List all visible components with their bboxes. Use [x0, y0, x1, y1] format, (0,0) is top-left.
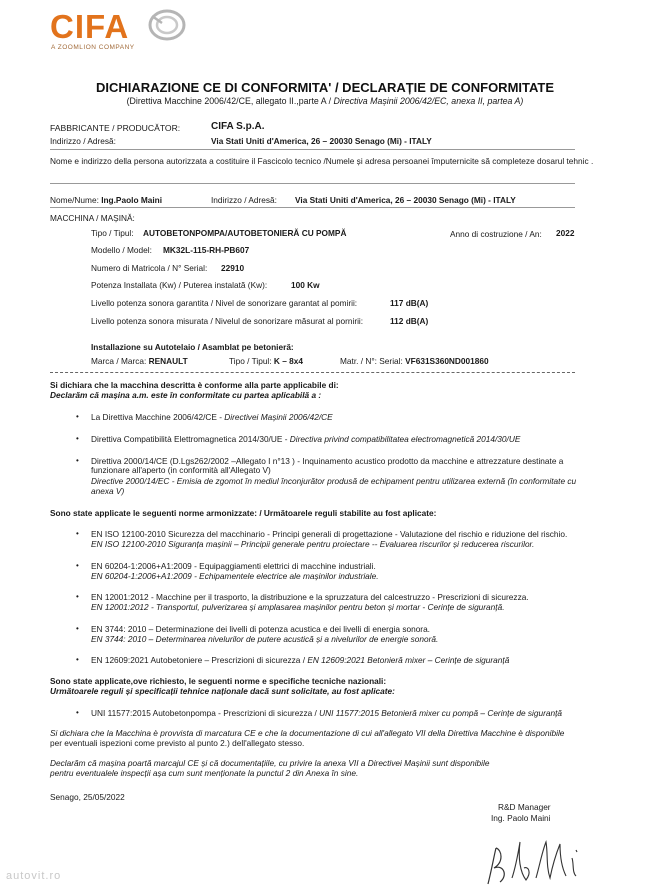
handwritten-signature — [480, 828, 590, 888]
place-date: Senago, 25/05/2022 — [50, 792, 125, 802]
authorized-address-label: Indirizzo / Adresă: — [211, 195, 277, 205]
conformity-item-1-it: La Direttiva Macchine 2006/42/CE - — [91, 412, 225, 422]
conformity-item-3-ro-line1: Directive 2000/14/EC - Emisia de zgomot în mediul înconjurător produsă de echipament pentru utilizarea externă (în conformitate cu — [91, 476, 577, 486]
cifa-logo — [50, 6, 200, 52]
bullet-icon: • — [76, 561, 79, 570]
conformity-heading-it: Si dichiara che la macchina descritta è conforme alla parte applicabile di: — [50, 380, 339, 390]
authorized-name: Ing.Paolo Maini — [101, 195, 163, 205]
standards-heading: Sono state applicate le seguenti norme armonizzate: / Următoarele reguli stabilite au fost aplicate: — [50, 508, 437, 518]
bullet-icon: • — [76, 456, 79, 465]
chassis-make: RENAULT — [148, 356, 188, 366]
bullet-icon: • — [76, 624, 79, 633]
standard-2-it: EN 60204-1:2006+A1:2009 - Equipaggiamenti elettrici di macchine industriali. — [91, 561, 376, 571]
bullet-icon: • — [76, 655, 79, 664]
document-subtitle — [0, 96, 650, 106]
machine-power: 100 Kw — [291, 280, 320, 290]
marking-ro-line2: pentru eventualele inspecții așa cum sunt menționate la punctul 2 din Anexa în sine. — [50, 768, 359, 778]
conformity-item-1-ro: Directivei Mașinii 2006/42/CE — [224, 412, 333, 422]
signatory-name: Ing. Paolo Maini — [491, 813, 551, 823]
dashed-divider — [50, 372, 575, 373]
machine-year: 2022 — [556, 228, 575, 238]
sound-measured-label: Livello potenza sonora misurata / Nivelul de sonorizare măsurat al pornirii: — [91, 316, 364, 326]
document-title: DICHIARAZIONE CE DI CONFORMITA' / DECLARAȚIE DE CONFORMITATE — [95, 80, 555, 95]
divider — [50, 149, 575, 150]
standard-4-it: EN 3744: 2010 – Determinazione dei livelli di potenza acustica e dei livelli di energia sonora. — [91, 624, 430, 634]
chassis-serial-line — [340, 356, 489, 366]
logo-wordmark: CIFA — [50, 8, 130, 45]
signatory-role: R&D Manager — [498, 802, 551, 812]
authorized-name-line — [50, 195, 162, 205]
subtitle-it: (Direttiva Macchine 2006/42/CE, allegato II.,parte A / — [126, 96, 334, 106]
bullet-icon: • — [76, 434, 79, 443]
marking-it-line2: per eventuali ispezioni come previsto al punto 2.) dell'allegato stesso. — [50, 738, 305, 748]
conformity-heading-ro: Declarăm că mașina a.m. este în conformitate cu partea aplicabilă a : — [50, 390, 322, 400]
divider — [50, 207, 575, 208]
standard-1-it: EN ISO 12100-2010 Sicurezza del macchinario - Principi generali di progettazione - Valutazione del rischio e riduzione del rischio. — [91, 529, 568, 539]
authorized-address: Via Stati Uniti d'America, 26 – 20030 Senago (Mi) - ITALY — [295, 195, 516, 205]
machine-year-label: Anno di costruzione / An: — [450, 229, 542, 239]
conformity-item-2 — [91, 434, 520, 444]
standard-4-ro: EN 3744: 2010 – Determinarea nivelurilor de putere acustică și a nivelurilor de energie sonoră. — [91, 634, 439, 644]
conformity-item-3-it-line2: funzionare all'aperto (in conformità all'Allegato V) — [91, 465, 271, 475]
conformity-item-3-it-line1: Direttiva 2000/14/CE (D.Lgs262/2002 –Allegato I n°13 ) - Inquinamento acustico prodotto da macchine e attrezzature destinate a — [91, 456, 564, 466]
conformity-item-3-ro-line2: anexa V) — [91, 486, 125, 496]
authorized-note: Nome e indirizzo della persona autorizzata a costituire il Fascicolo tecnico /Numele și adresa persoanei împuternicite să completeze dosarul tehnic . — [50, 156, 594, 166]
sound-guaranteed-value: 117 dB(A) — [390, 298, 429, 308]
technical-item-ro: UNI 11577:2015 Betonieră mixer cu pompă – Cerințe de siguranță — [319, 708, 563, 718]
standard-5-ro: EN 12609:2021 Betonieră mixer – Cerințe de siguranță — [307, 655, 510, 665]
standard-1-ro: EN ISO 12100-2010 Siguranța mașinii – Principii generale pentru proiectare -- Evaluarea riscurilor și reducerea riscurilor. — [91, 539, 535, 549]
marking-ro-line1: Declarăm că mașina poartă marcajul CE și că documentațiile, cu privire la anexa VII a Directivei Mașinii sunt disponibile — [50, 758, 490, 768]
manufacturer-label: FABBRICANTE / PRODUCĂTOR: — [50, 123, 181, 133]
bullet-icon: • — [76, 592, 79, 601]
technical-heading-ro: Următoarele reguli și specificații tehnice naționale dacă sunt solicitate, au fost aplicate: — [50, 686, 395, 696]
chassis-type-line — [229, 356, 303, 366]
conformity-item-1 — [91, 412, 333, 422]
conformity-item-2-ro: Directiva privind compatibilitatea electromagnetică 2014/30/UE — [289, 434, 521, 444]
manufacturer-address-label: Indirizzo / Adresă: — [50, 136, 116, 146]
machine-model: MK32L-115-RH-PB607 — [163, 245, 250, 255]
logo-tagline: A ZOOMLION COMPANY — [51, 44, 135, 51]
standard-5-it: EN 12609:2021 Autobetoniere – Prescrizioni di sicurezza / — [91, 655, 308, 665]
machine-type: AUTOBETONPOMPA/AUTOBETONIERĂ CU POMPĂ — [143, 228, 347, 238]
machine-type-label: Tipo / Tipul: — [91, 228, 134, 238]
machine-section-label: MACCHINA / MAȘINĂ: — [50, 213, 135, 223]
logo-emblem-icon — [146, 8, 188, 42]
manufacturer-address: Via Stati Uniti d'America, 26 – 20030 Senago (Mi) - ITALY — [211, 136, 432, 146]
manufacturer-name: CIFA S.p.A. — [211, 121, 265, 132]
subtitle-ro: Directiva Mașinii 2006/42/EC, anexa II, partea A) — [333, 96, 524, 106]
chassis-serial: VF631S360ND001860 — [405, 356, 489, 366]
chassis-type-label: Tipo / Tipul: — [229, 356, 274, 366]
technical-heading-it: Sono state applicate,ove richiesto, le seguenti norme e specifiche tecniche nazionali: — [50, 676, 387, 686]
divider — [50, 183, 575, 184]
bullet-icon: • — [76, 708, 79, 717]
standard-2-ro: EN 60204-1:2006+A1:2009 - Echipamentele electrice ale mașinilor industriale. — [91, 571, 379, 581]
technical-item — [91, 708, 562, 718]
standard-5 — [91, 655, 509, 665]
machine-model-label: Modello / Model: — [91, 245, 152, 255]
standard-3-it: EN 12001:2012 - Macchine per il trasporto, la distribuzione e la spruzzatura del calcestruzzo - Prescrizioni di sicurezza. — [91, 592, 529, 602]
machine-serial: 22910 — [221, 263, 245, 273]
technical-item-it: UNI 11577:2015 Autobetonpompa - Prescrizioni di sicurezza / — [91, 708, 320, 718]
watermark: autovit.ro — [6, 870, 62, 882]
sound-guaranteed-label: Livello potenza sonora garantita / Nivel de sonorizare garantat al pomirii: — [91, 298, 358, 308]
chassis-serial-label: Matr. / N°: Serial: — [340, 356, 406, 366]
marking-it-line1: Si dichiara che la Macchina è provvista di marcatura CE e che la documentazione di cui all'allegato VII della Direttiva Macchine è disponibile — [50, 728, 565, 738]
bullet-icon: • — [76, 529, 79, 538]
chassis-make-label: Marca / Marca: — [91, 356, 149, 366]
machine-serial-label: Numero di Matricola / N° Serial: — [91, 263, 208, 273]
chassis-title: Installazione su Autotelaio / Asamblat pe betonieră: — [91, 342, 294, 352]
standard-3-ro: EN 12001:2012 - Transportul, pulverizarea și amplasarea mașinilor pentru beton și mortar - Cerințe de siguranță. — [91, 602, 505, 612]
conformity-item-2-it: Direttiva Compatibilità Elettromagnetica 2014/30/UE - — [91, 434, 290, 444]
authorized-name-label: Nome/Nume: — [50, 195, 102, 205]
machine-power-label: Potenza Installata (Kw) / Puterea instalată (Kw): — [91, 280, 268, 290]
bullet-icon: • — [76, 412, 79, 421]
chassis-type: K – 8x4 — [273, 356, 303, 366]
sound-measured-value: 112 dB(A) — [390, 316, 429, 326]
chassis-make-line — [91, 356, 188, 366]
